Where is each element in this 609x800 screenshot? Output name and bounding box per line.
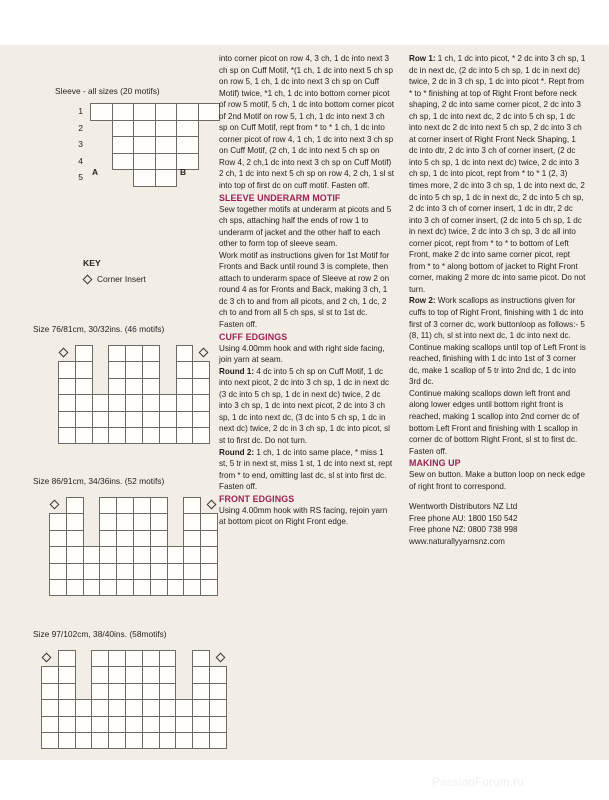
motif-cell (58, 683, 76, 700)
key-block (83, 258, 203, 285)
motif-cell (192, 732, 210, 749)
right-text-column (409, 53, 586, 547)
motif-cell (99, 497, 117, 514)
motif-cell (150, 546, 168, 563)
motif-cell (133, 120, 156, 138)
motif-cell (133, 546, 151, 563)
motif-cell (155, 120, 178, 138)
motif-cell (125, 683, 143, 700)
motif-cell (92, 394, 110, 411)
motif-cell (183, 563, 201, 580)
cuff-round-1-text: 4 dc into 5 ch sp on Cuff Motif, 1 dc into next picot, 2 dc into 3 ch sp, 1 dc in next dc (3 dc into 5 ch sp, 1 dc in next dc) twice, 2 dc into 3 ch sp, 1 dc into next picot, 2 dc into 3 ch sp, 1 dc into next dc, (3 dc into 5 ch sp, 1 dc in next dc) twice, 2 dc in 3 ch sp, 1 dc into picot, sl st to first dc. Do not turn. (219, 366, 390, 445)
motif-cell (58, 650, 76, 667)
motif-cell (209, 716, 227, 733)
motif-cell (66, 530, 84, 547)
row-number-label: 4 (78, 155, 83, 166)
motif-cell (58, 411, 76, 428)
motif-cell (192, 650, 210, 667)
size-46-title: Size 76/81cm, 30/32ins. (46 motifs) (33, 324, 165, 334)
motif-cell (49, 579, 67, 596)
motif-cell (116, 530, 134, 547)
row-number-label: 5 (78, 172, 83, 183)
point-label-a: A (92, 167, 99, 177)
row-1-label: Row 1: (409, 54, 436, 63)
motif-cell (75, 394, 93, 411)
motif-cell (142, 650, 160, 667)
motif-cell (133, 563, 151, 580)
motif-cell (142, 361, 160, 378)
contact-website: www.naturallyyarnsnz.com (409, 536, 505, 546)
motif-cell (192, 427, 210, 444)
motif-cell (108, 650, 126, 667)
motif-cell (91, 683, 109, 700)
motif-cell (116, 563, 134, 580)
motif-cell (125, 345, 143, 362)
size-46-diagram (22, 341, 214, 451)
motif-cell (66, 497, 84, 514)
motif-cell (49, 563, 67, 580)
motif-cell (176, 103, 199, 121)
motif-cell (41, 732, 59, 749)
motif-cell (58, 699, 76, 716)
motif-cell (116, 497, 134, 514)
row-2-label: Row 2: (409, 296, 436, 306)
cuff-round-2-label: Round 2: (219, 447, 255, 457)
motif-cell (176, 378, 194, 395)
row-2-cont-1: Continue making scallops until top of Left Front is reached, finishing with 1 dc into 1st of 3 corner dc, make 1 scallop of 5 tr into 2nd dc, 1 dc into 3rd dc. (409, 342, 586, 387)
motif-cell (159, 716, 177, 733)
motif-cell (155, 103, 178, 121)
row-2-text: Work scallops as instructions given for cuffs to top of Right Front, finishing with 1 dc into first of 3 corner dc, work buttonloop as follows:- 5 (8, 11) ch, sl st into next dc, 1 dc into next dc. (409, 296, 585, 341)
motif-cell (209, 732, 227, 749)
sleeve-underarm-para-2: Work motif as instructions given for 1st Motif for Fronts and Back until round 3 is complete, then attach to underarm space of Sleeve at row 2 on round 4 as for Fronts and Back, making 3 ch, 1 dc 3 ch to and from all picots, and 2 ch, 1 dc, 2 ch to and from all 5 ch sps, sl st to 1st dc. Fasten off. (219, 250, 390, 330)
motif-cell (150, 513, 168, 530)
cuff-edgings-heading: CUFF EDGINGS (219, 331, 288, 342)
motif-cell (112, 103, 135, 121)
motif-cell (108, 732, 126, 749)
motif-cell (159, 699, 177, 716)
motif-cell (142, 345, 160, 362)
motif-cell (66, 563, 84, 580)
corner-insert-diamond-icon (42, 653, 52, 663)
motif-cell (209, 666, 227, 683)
motif-cell (91, 732, 109, 749)
motif-cell (176, 427, 194, 444)
motif-cell (159, 683, 177, 700)
motif-cell (58, 394, 76, 411)
motif-cell (133, 513, 151, 530)
motif-cell (142, 394, 160, 411)
motif-cell (133, 153, 156, 171)
motif-cell (133, 169, 156, 187)
row-number-label: 2 (78, 122, 83, 133)
motif-cell (183, 579, 201, 596)
watermark: PassionForum.ru (432, 777, 525, 789)
motif-cell (176, 411, 194, 428)
motif-cell (108, 427, 126, 444)
motif-cell (125, 411, 143, 428)
motif-cell (108, 361, 126, 378)
motif-cell (192, 683, 210, 700)
motif-cell (75, 378, 93, 395)
key-legend-row (83, 274, 203, 285)
motif-cell (142, 427, 160, 444)
motif-cell (91, 716, 109, 733)
motif-cell (112, 120, 135, 138)
motif-cell (75, 427, 93, 444)
motif-cell (176, 361, 194, 378)
motif-cell (167, 546, 185, 563)
motif-cell (133, 103, 156, 121)
motif-cell (176, 120, 199, 138)
cuff-round-1 (219, 366, 394, 447)
motif-cell (125, 732, 143, 749)
contact-phone-nz: Free phone NZ: 0800 738 998 (409, 525, 518, 535)
motif-cell (58, 732, 76, 749)
motif-cell (192, 666, 210, 683)
motif-cell (167, 563, 185, 580)
motif-cell (198, 103, 221, 121)
motif-cell (49, 513, 67, 530)
motif-cell (183, 497, 201, 514)
motif-cell (83, 563, 101, 580)
motif-cell (90, 103, 113, 121)
motif-cell (83, 579, 101, 596)
motif-cell (133, 497, 151, 514)
motif-cell (116, 546, 134, 563)
motif-cell (159, 411, 177, 428)
motif-cell (116, 513, 134, 530)
motif-cell (92, 427, 110, 444)
motif-cell (155, 153, 178, 171)
motif-cell (49, 546, 67, 563)
motif-cell (58, 361, 76, 378)
motif-cell (99, 579, 117, 596)
row-number-label: 1 (78, 106, 83, 117)
corner-insert-diamond-icon (59, 348, 69, 358)
motif-cell (99, 513, 117, 530)
motif-cell (200, 513, 218, 530)
motif-cell (200, 530, 218, 547)
motif-cell (58, 427, 76, 444)
motif-cell (91, 699, 109, 716)
motif-cell (192, 411, 210, 428)
motif-cell (108, 394, 126, 411)
continued-instructions: into corner picot on row 4, 3 ch, 1 dc into next 3 ch sp on Cuff Motif, *(1 ch, 1 dc into next 5 ch sp on row 5, 1 ch, 1 dc into next 3 ch sp on Cuff Motif) twice, *1 ch, 1 dc into bottom corner picot of row 5 motif, 5 ch, 1 dc into bottom corner picot of 2nd Motif on row 5, 1 ch, 1 dc into next 3 ch sp on Cuff Motif, rept from * to * 1 ch, 1 dc into corner picot of row 4, 1 ch, 1 dc into next 3 ch sp on Cuff Motif, (2 ch, 1 dc into next 5 ch sp on Row 4, 2 ch,1 dc into next 3 ch sp on Cuff Motif) 2 ch, 1 dc into next 5 ch sp on row 4, 2 ch, 1 sl st into top of first dc on cuff motif. Fasten off. (219, 54, 395, 191)
motif-cell (175, 699, 193, 716)
size-58-diagram (22, 646, 214, 756)
size-58-title: Size 97/102cm, 38/40ins. (58motifs) (33, 629, 167, 639)
cuff-round-1-label: Round 1: (219, 366, 255, 376)
pattern-page (0, 45, 609, 760)
sleeve-diagram (22, 103, 214, 188)
motif-cell (183, 530, 201, 547)
row-2-cont-2: Continue making scallops down left front and along lower edges until bottom right front is reached, making 1 scallop into 2nd corner dc of bottom Left Front and finishing with 1 scallop in corner dc of bottom Right Front, sl st to first dc. (409, 388, 580, 445)
sleeve-underarm-heading: SLEEVE UNDERARM MOTIF (219, 192, 341, 203)
motif-cell (75, 716, 93, 733)
row-1-instructions (409, 53, 586, 295)
motif-cell (66, 546, 84, 563)
motif-cell (75, 345, 93, 362)
size-52-title: Size 86/91cm, 34/36ins. (52 motifs) (33, 476, 165, 486)
page-columns (0, 45, 609, 760)
motif-cell (150, 563, 168, 580)
motif-cell (133, 579, 151, 596)
motif-cell (108, 699, 126, 716)
motif-cell (58, 378, 76, 395)
motif-cell (58, 716, 76, 733)
motif-cell (108, 716, 126, 733)
motif-cell (155, 136, 178, 154)
motif-cell (183, 513, 201, 530)
motif-cell (108, 666, 126, 683)
point-label-b: B (180, 167, 187, 177)
motif-cell (159, 394, 177, 411)
making-up-heading: MAKING UP (409, 458, 461, 469)
motif-cell (175, 716, 193, 733)
corner-insert-diamond-icon (50, 500, 60, 510)
motif-cell (183, 546, 201, 563)
front-edgings-text: Using 4.00mm hook with RS facing, rejoin yarn at bottom picot on Right Front edge. (219, 505, 388, 527)
cuff-round-2 (219, 447, 394, 493)
making-up-text: Sew on button. Make a button loop on neck edge of right front to correspond. (409, 470, 585, 491)
motif-cell (49, 530, 67, 547)
contact-company: Wentworth Distributors NZ Ltd (409, 502, 518, 512)
corner-insert-diamond-icon (199, 348, 209, 358)
motif-cell (175, 732, 193, 749)
motif-cell (142, 666, 160, 683)
middle-text-column (219, 53, 394, 528)
motif-cell (209, 683, 227, 700)
front-edgings-heading: FRONT EDGINGS (219, 493, 295, 504)
row-2-instructions (409, 295, 586, 341)
motif-cell (75, 411, 93, 428)
motif-cell (142, 411, 160, 428)
motif-cell (99, 546, 117, 563)
motif-cell (41, 666, 59, 683)
row-1-text: 1 ch, 1 dc into picot, * 2 dc into 3 ch sp, 1 dc in next dc, (2 dc into 5 ch sp, 1 dc in next dc) twice, 2 dc in 3 ch sp, 1 dc into picot *. Rept from * to * finishing at top of Right Front before neck shaping, 2 dc into same corner picot, 2 dc into 3 ch sp, 1 dc into next dc, 2 dc into 5 ch sp, 1 dc into next dc 2 dc into next 5 ch sp, 2 dc into 3 ch at corner insert of Right Front Neck Shaping, 1 dc into dtr, 2 dc into 3 ch of corner insert, (2 dc into 5 ch sp, 1 dc into next dc) twice, 2 dc into 3 ch sp, 1 dc into picot, rept from * to * 1 (2, 3) times more, 2 dc into 3 ch sp, 1 dc into next dc, 2 dc into 5 ch sp, 1 dc in next dc, 2 dc into 5 ch sp, 2 dc into 3 ch of corner insert, 1 dc in dtr, 2 dc into 3 ch of corner insert, (2 dc into 5 ch sp, 1 dc in next dc) twice, 2 dc into 3 ch sp, 3 dc all into corner picot, rept from * to * to bottom of Left Front, make 2 dc into same corner picot, rept from * to * along bottom of jacket to Right Front corner, making 2 more dc into same picot. Do not turn. (409, 54, 586, 294)
motif-cell (58, 666, 76, 683)
motif-cell (142, 716, 160, 733)
sleeve-underarm-para-1: Sew together motifs at underarm at picots and 5 ch sps, attaching half the ends of row 1 to underarm of jacket and the other half to each other to form top of sleeve seam. (219, 204, 392, 249)
corner-insert-diamond-icon (215, 653, 225, 663)
motif-cell (91, 666, 109, 683)
contact-phone-au: Free phone AU: 1800 150 542 (409, 513, 518, 523)
motif-cell (192, 394, 210, 411)
motif-cell (99, 530, 117, 547)
diamond-icon (83, 275, 93, 285)
key-title: KEY (83, 258, 101, 268)
motif-cell (108, 411, 126, 428)
motif-cell (125, 427, 143, 444)
motif-cell (150, 530, 168, 547)
motif-cell (192, 361, 210, 378)
motif-cell (192, 699, 210, 716)
motif-cell (159, 732, 177, 749)
motif-cell (99, 563, 117, 580)
motif-cell (176, 136, 199, 154)
motif-cell (133, 136, 156, 154)
motif-cell (125, 699, 143, 716)
motif-cell (209, 699, 227, 716)
motif-cell (133, 530, 151, 547)
motif-cell (112, 153, 135, 171)
motif-cell (66, 513, 84, 530)
motif-cell (41, 699, 59, 716)
motif-cell (83, 546, 101, 563)
motif-cell (125, 650, 143, 667)
motif-cell (192, 378, 210, 395)
motif-cell (159, 666, 177, 683)
motif-cell (41, 716, 59, 733)
motif-cell (125, 361, 143, 378)
motif-cell (142, 699, 160, 716)
motif-cell (125, 378, 143, 395)
motif-cell (75, 699, 93, 716)
motif-cell (176, 394, 194, 411)
motif-cell (91, 650, 109, 667)
sleeve-diagram-title: Sleeve - all sizes (20 motifs) (55, 86, 160, 96)
motif-cell (41, 683, 59, 700)
motif-cell (150, 497, 168, 514)
motif-cell (125, 394, 143, 411)
corner-insert-diamond-icon (207, 500, 217, 510)
motif-cell (125, 716, 143, 733)
cuff-edgings-intro: Using 4.00mm hook and with right side facing, join yarn at seam. (219, 343, 385, 365)
motif-cell (159, 427, 177, 444)
motif-cell (155, 169, 178, 187)
motif-cell (200, 579, 218, 596)
motif-cell (159, 650, 177, 667)
motif-cell (150, 579, 168, 596)
motif-cell (200, 546, 218, 563)
motif-cell (75, 361, 93, 378)
motif-cell (142, 378, 160, 395)
motif-cell (125, 666, 143, 683)
motif-cell (176, 345, 194, 362)
motif-cell (112, 136, 135, 154)
motif-cell (116, 579, 134, 596)
key-legend-label: Corner Insert (97, 274, 146, 284)
motif-cell (66, 579, 84, 596)
size-52-diagram (22, 493, 214, 603)
motif-cell (108, 683, 126, 700)
motif-cell (142, 732, 160, 749)
motif-cell (167, 579, 185, 596)
motif-cell (200, 563, 218, 580)
row-2-cont-3: Fasten off. (409, 446, 448, 456)
row-number-label: 3 (78, 139, 83, 150)
cuff-round-2-text: 1 ch, 1 dc into same place, * miss 1 st, 5 tr in next st, miss 1 st, 1 dc into next st, rept from * to end, omitting last dc, sl st into first dc. Fasten off. (219, 447, 393, 492)
motif-cell (108, 345, 126, 362)
motif-cell (75, 732, 93, 749)
motif-cell (92, 411, 110, 428)
motif-cell (192, 716, 210, 733)
motif-cell (108, 378, 126, 395)
motif-cell (142, 683, 160, 700)
